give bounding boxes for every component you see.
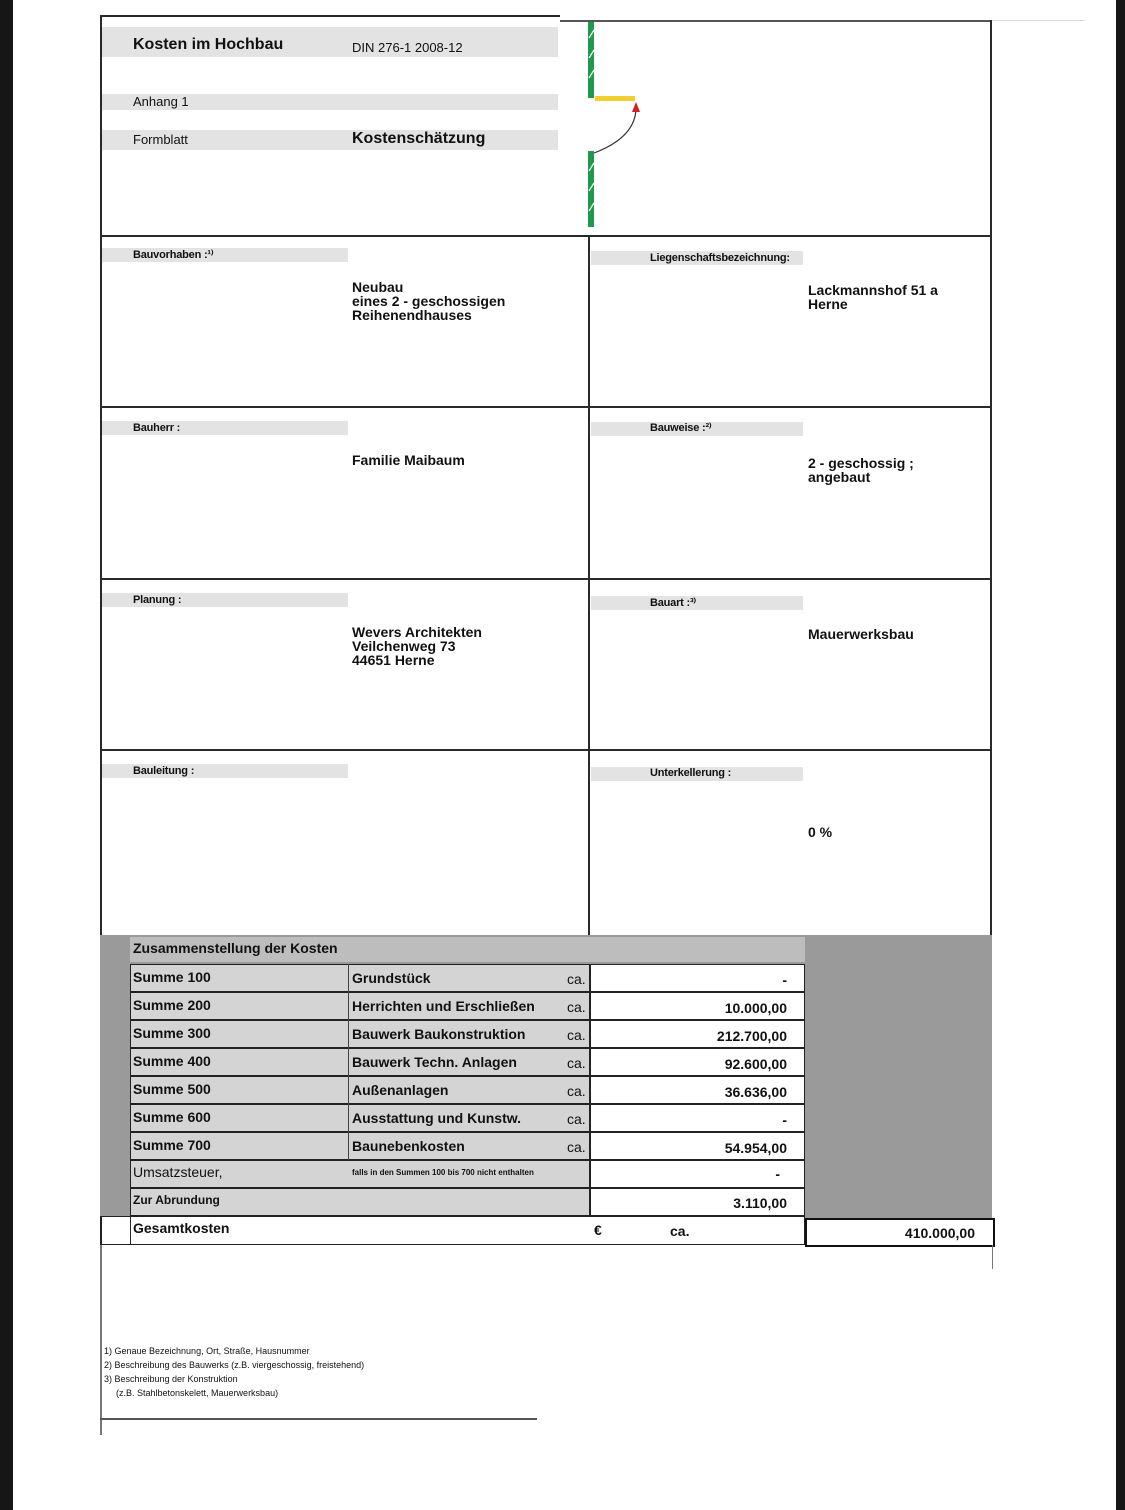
label-band-bauart: [591, 596, 803, 610]
cost-description: Grundstück: [352, 970, 431, 986]
cost-col-divider: [348, 1076, 349, 1104]
frame-bottom: [100, 1418, 537, 1420]
cost-amount-cell: [590, 964, 805, 992]
scan-line-top: [990, 20, 1085, 21]
cost-description: Bauwerk Techn. Anlagen: [352, 1054, 517, 1070]
cost-amount: -: [782, 972, 787, 988]
cost-amount-cell: [590, 1104, 805, 1132]
ust-label: Umsatzsteuer,: [133, 1164, 223, 1180]
door-logo-icon: [582, 18, 644, 233]
grid-line-top-right: [560, 20, 992, 22]
cost-ca: ca.: [567, 1027, 586, 1043]
cost-col-divider: [348, 1020, 349, 1048]
cost-sum-label: Summe 100: [133, 969, 211, 985]
grid-line-left: [100, 15, 102, 935]
currency-symbol: €: [594, 1222, 602, 1238]
cost-description: Ausstattung und Kunstw.: [352, 1110, 522, 1126]
value-bauvorhaben: Neubau eines 2 - geschossigen Reihenendhauses: [352, 279, 506, 323]
ust-note: falls in den Summen 100 bis 700 nicht enthalten: [352, 1168, 534, 1177]
form-sheet: [13, 0, 1116, 1510]
label-bauleitung: Bauleitung :: [133, 765, 195, 777]
cost-sum-label: Summe 200: [133, 997, 211, 1013]
cost-sum-label: Summe 500: [133, 1081, 211, 1097]
label-bauherr: Bauherr :: [133, 422, 181, 434]
anhang-label: Anhang 1: [133, 94, 189, 109]
costs-heading: Zusammenstellung der Kosten: [133, 940, 338, 956]
cost-amount: 212.700,00: [716, 1028, 787, 1044]
label-bauart: Bauart :³⁾: [650, 597, 696, 609]
cost-amount: 54.954,00: [724, 1140, 787, 1156]
screen-edge-left: [0, 0, 13, 1510]
grid-line-h4: [100, 749, 992, 751]
grid-line-h2: [100, 406, 992, 408]
ust-amount-cell: [590, 1160, 805, 1188]
cost-col-divider: [348, 1132, 349, 1160]
footnote-3: 3) Beschreibung der Konstruktion: [104, 1374, 238, 1384]
cost-sum-label: Summe 700: [133, 1137, 211, 1153]
label-bauweise: Bauweise :²⁾: [650, 422, 712, 434]
frame-right-lower: [992, 1245, 993, 1269]
cost-description: Außenanlagen: [352, 1082, 449, 1098]
grid-line-h3: [100, 578, 992, 580]
frame-left-lower: [100, 1245, 102, 1435]
label-bauvorhaben: Bauvorhaben :¹⁾: [133, 249, 214, 261]
cost-col-divider: [348, 964, 349, 992]
footnote-1: 1) Genaue Bezeichnung, Ort, Straße, Hausnummer: [104, 1346, 310, 1356]
cost-sum-label: Summe 300: [133, 1025, 211, 1041]
cost-amount: 10.000,00: [724, 1000, 787, 1016]
total-amount: 410.000,00: [904, 1225, 975, 1241]
formblatt-value: Kostenschätzung: [352, 130, 486, 147]
cost-ca: ca.: [567, 1083, 586, 1099]
screen-edge-right: [1116, 0, 1125, 1510]
label-liegenschaft: Liegenschaftsbezeichnung:: [650, 252, 790, 264]
grid-line-h1: [100, 235, 992, 237]
value-bauart: Mauerwerksbau: [808, 626, 914, 642]
grid-line-right: [990, 20, 992, 938]
value-planung: Wevers Architekten Veilchenweg 73 44651 Herne: [352, 624, 482, 668]
cost-sum-label: Summe 600: [133, 1109, 211, 1125]
grid-line-middle: [588, 235, 590, 935]
formblatt-label: Formblatt: [133, 132, 188, 147]
value-unterkellerung: 0 %: [808, 824, 833, 840]
footnote-2: 2) Beschreibung des Bauwerks (z.B. viergeschossig, freistehend): [104, 1360, 365, 1370]
rounding-amount: 3.110,00: [733, 1195, 787, 1211]
total-ca: ca.: [670, 1223, 690, 1239]
label-planung: Planung :: [133, 594, 182, 606]
cost-ca: ca.: [567, 971, 586, 987]
cost-amount: -: [782, 1112, 787, 1128]
cost-col-divider: [348, 1104, 349, 1132]
rounding-label: Zur Abrundung: [133, 1193, 220, 1207]
cost-amount: 36.636,00: [724, 1084, 787, 1100]
total-row-divider: [130, 1216, 131, 1245]
cost-col-divider: [348, 1048, 349, 1076]
value-bauherr: Familie Maibaum: [352, 452, 465, 468]
form-title: Kosten im Hochbau: [133, 36, 284, 53]
cost-col-divider: [348, 992, 349, 1020]
label-unterkellerung: Unterkellerung :: [650, 767, 732, 779]
ust-amount: -: [775, 1166, 780, 1182]
norm-reference: DIN 276-1 2008-12: [352, 40, 463, 55]
total-label: Gesamtkosten: [133, 1220, 230, 1236]
cost-ca: ca.: [567, 1139, 586, 1155]
grid-line-top: [100, 15, 560, 17]
cost-description: Bauwerk Baukonstruktion: [352, 1026, 526, 1042]
footnote-3-example: (z.B. Stahlbetonskelett, Mauerwerksbau): [116, 1388, 279, 1398]
value-liegenschaft: Lackmannshof 51 a Herne: [808, 282, 938, 312]
value-bauweise: 2 - geschossig ; angebaut: [808, 455, 914, 485]
cost-description: Herrichten und Erschließen: [352, 998, 535, 1014]
cost-sum-label: Summe 400: [133, 1053, 211, 1069]
cost-ca: ca.: [567, 1055, 586, 1071]
cost-ca: ca.: [567, 1111, 586, 1127]
cost-description: Baunebenkosten: [352, 1138, 465, 1154]
cost-ca: ca.: [567, 999, 586, 1015]
cost-amount: 92.600,00: [724, 1056, 787, 1072]
